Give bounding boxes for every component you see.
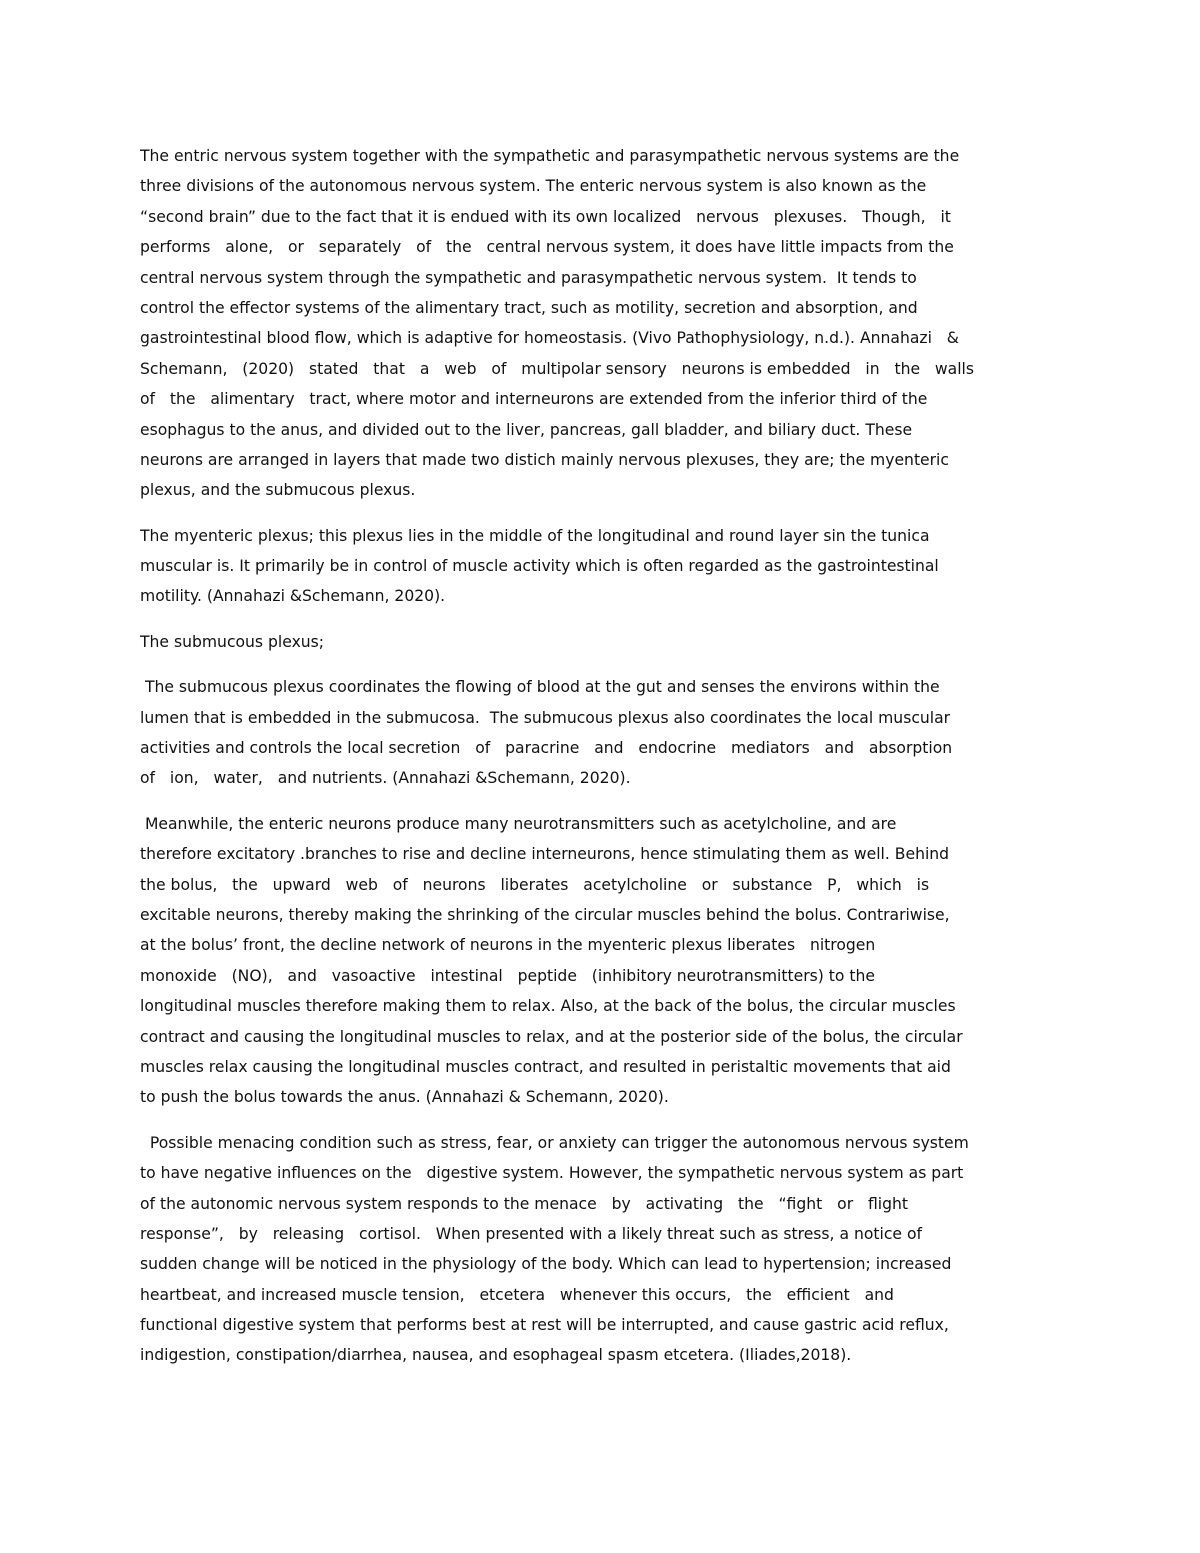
text-line: central nervous system through the sympathetic and parasympathetic nervous system. It tends to <box>140 268 917 287</box>
text-line: The submucous plexus coordinates the flowing of blood at the gut and senses the environs within the <box>140 678 940 697</box>
text-line: “second brain” due to the fact that it is endued with its own localized nervous plexuses. Though, it <box>140 207 951 226</box>
text-line: response”, by releasing cortisol. When presented with a likely threat such as stress, a notice of <box>140 1224 922 1243</box>
text-line: plexus, and the submucous plexus. <box>140 481 416 500</box>
text-line: motility. (Annahazi &Schemann, 2020). <box>140 587 446 606</box>
paragraph <box>140 1128 1052 1371</box>
paragraph <box>140 672 1052 794</box>
text-line: muscular is. It primarily be in control of muscle activity which is often regarded as the gastrointestinal <box>140 557 939 576</box>
text-line: to push the bolus towards the anus. (Annahazi & Schemann, 2020). <box>140 1088 669 1107</box>
document-body <box>140 141 1052 1386</box>
text-line: functional digestive system that performs best at rest will be interrupted, and cause gastric acid reflux, <box>140 1316 949 1335</box>
text-line: monoxide (NO), and vasoactive intestinal peptide (inhibitory neurotransmitters) to the <box>140 966 875 985</box>
paragraph <box>140 809 1052 1113</box>
paragraph <box>140 141 1052 506</box>
text-line: of ion, water, and nutrients. (Annahazi &Schemann, 2020). <box>140 769 631 788</box>
text-line: at the bolus’ front, the decline network of neurons in the myenteric plexus liberates nitrogen <box>140 936 876 955</box>
text-line: neurons are arranged in layers that made two distich mainly nervous plexuses, they are; the myenteric <box>140 450 949 469</box>
text-line: the bolus, the upward web of neurons liberates acetylcholine or substance P, which is <box>140 875 930 894</box>
text-line: contract and causing the longitudinal muscles to relax, and at the posterior side of the bolus, the circular <box>140 1027 963 1046</box>
text-line: longitudinal muscles therefore making them to relax. Also, at the back of the bolus, the circular muscles <box>140 997 956 1016</box>
paragraph <box>140 627 1052 657</box>
text-line: Possible menacing condition such as stress, fear, or anxiety can trigger the autonomous nervous system <box>140 1133 969 1152</box>
text-line: sudden change will be noticed in the physiology of the body. Which can lead to hypertension; increased <box>140 1255 952 1274</box>
text-line: Meanwhile, the enteric neurons produce many neurotransmitters such as acetylcholine, and are <box>140 814 897 833</box>
text-line: performs alone, or separately of the central nervous system, it does have little impacts from the <box>140 238 954 257</box>
text-line: heartbeat, and increased muscle tension, etcetera whenever this occurs, the efficient and <box>140 1285 894 1304</box>
text-line: control the effector systems of the alimentary tract, such as motility, secretion and absorption, and <box>140 298 918 317</box>
text-line: esophagus to the anus, and divided out to the liver, pancreas, gall bladder, and biliary duct. These <box>140 420 913 439</box>
text-line: of the alimentary tract, where motor and interneurons are extended from the inferior third of the <box>140 390 928 409</box>
text-line: Schemann, (2020) stated that a web of multipolar sensory neurons is embedded in the walls <box>140 359 975 378</box>
text-line: therefore excitatory .branches to rise and decline interneurons, hence stimulating them as well. Behind <box>140 845 950 864</box>
text-line: three divisions of the autonomous nervous system. The enteric nervous system is also known as the <box>140 177 927 196</box>
text-line: indigestion, constipation/diarrhea, nausea, and esophageal spasm etcetera. (Iliades,2018). <box>140 1346 852 1365</box>
text-line: excitable neurons, thereby making the shrinking of the circular muscles behind the bolus. Contrariwise, <box>140 905 950 924</box>
text-line: muscles relax causing the longitudinal muscles contract, and resulted in peristaltic movements that aid <box>140 1057 951 1076</box>
paragraph <box>140 521 1052 612</box>
text-line: The entric nervous system together with the sympathetic and parasympathetic nervous systems are the <box>140 147 960 165</box>
text-line: gastrointestinal blood flow, which is adaptive for homeostasis. (Vivo Pathophysiology, n.d.). Annahazi & <box>140 329 959 348</box>
text-line: The myenteric plexus; this plexus lies in the middle of the longitudinal and round layer sin the tunica <box>140 526 930 545</box>
text-line: of the autonomic nervous system responds to the menace by activating the “fight or flight <box>140 1194 909 1213</box>
text-line: The submucous plexus; <box>140 632 325 651</box>
text-line: activities and controls the local secretion of paracrine and endocrine mediators and absorption <box>140 739 953 758</box>
text-line: to have negative influences on the digestive system. However, the sympathetic nervous system as part <box>140 1164 964 1183</box>
text-line: lumen that is embedded in the submucosa. The submucous plexus also coordinates the local muscular <box>140 708 951 727</box>
